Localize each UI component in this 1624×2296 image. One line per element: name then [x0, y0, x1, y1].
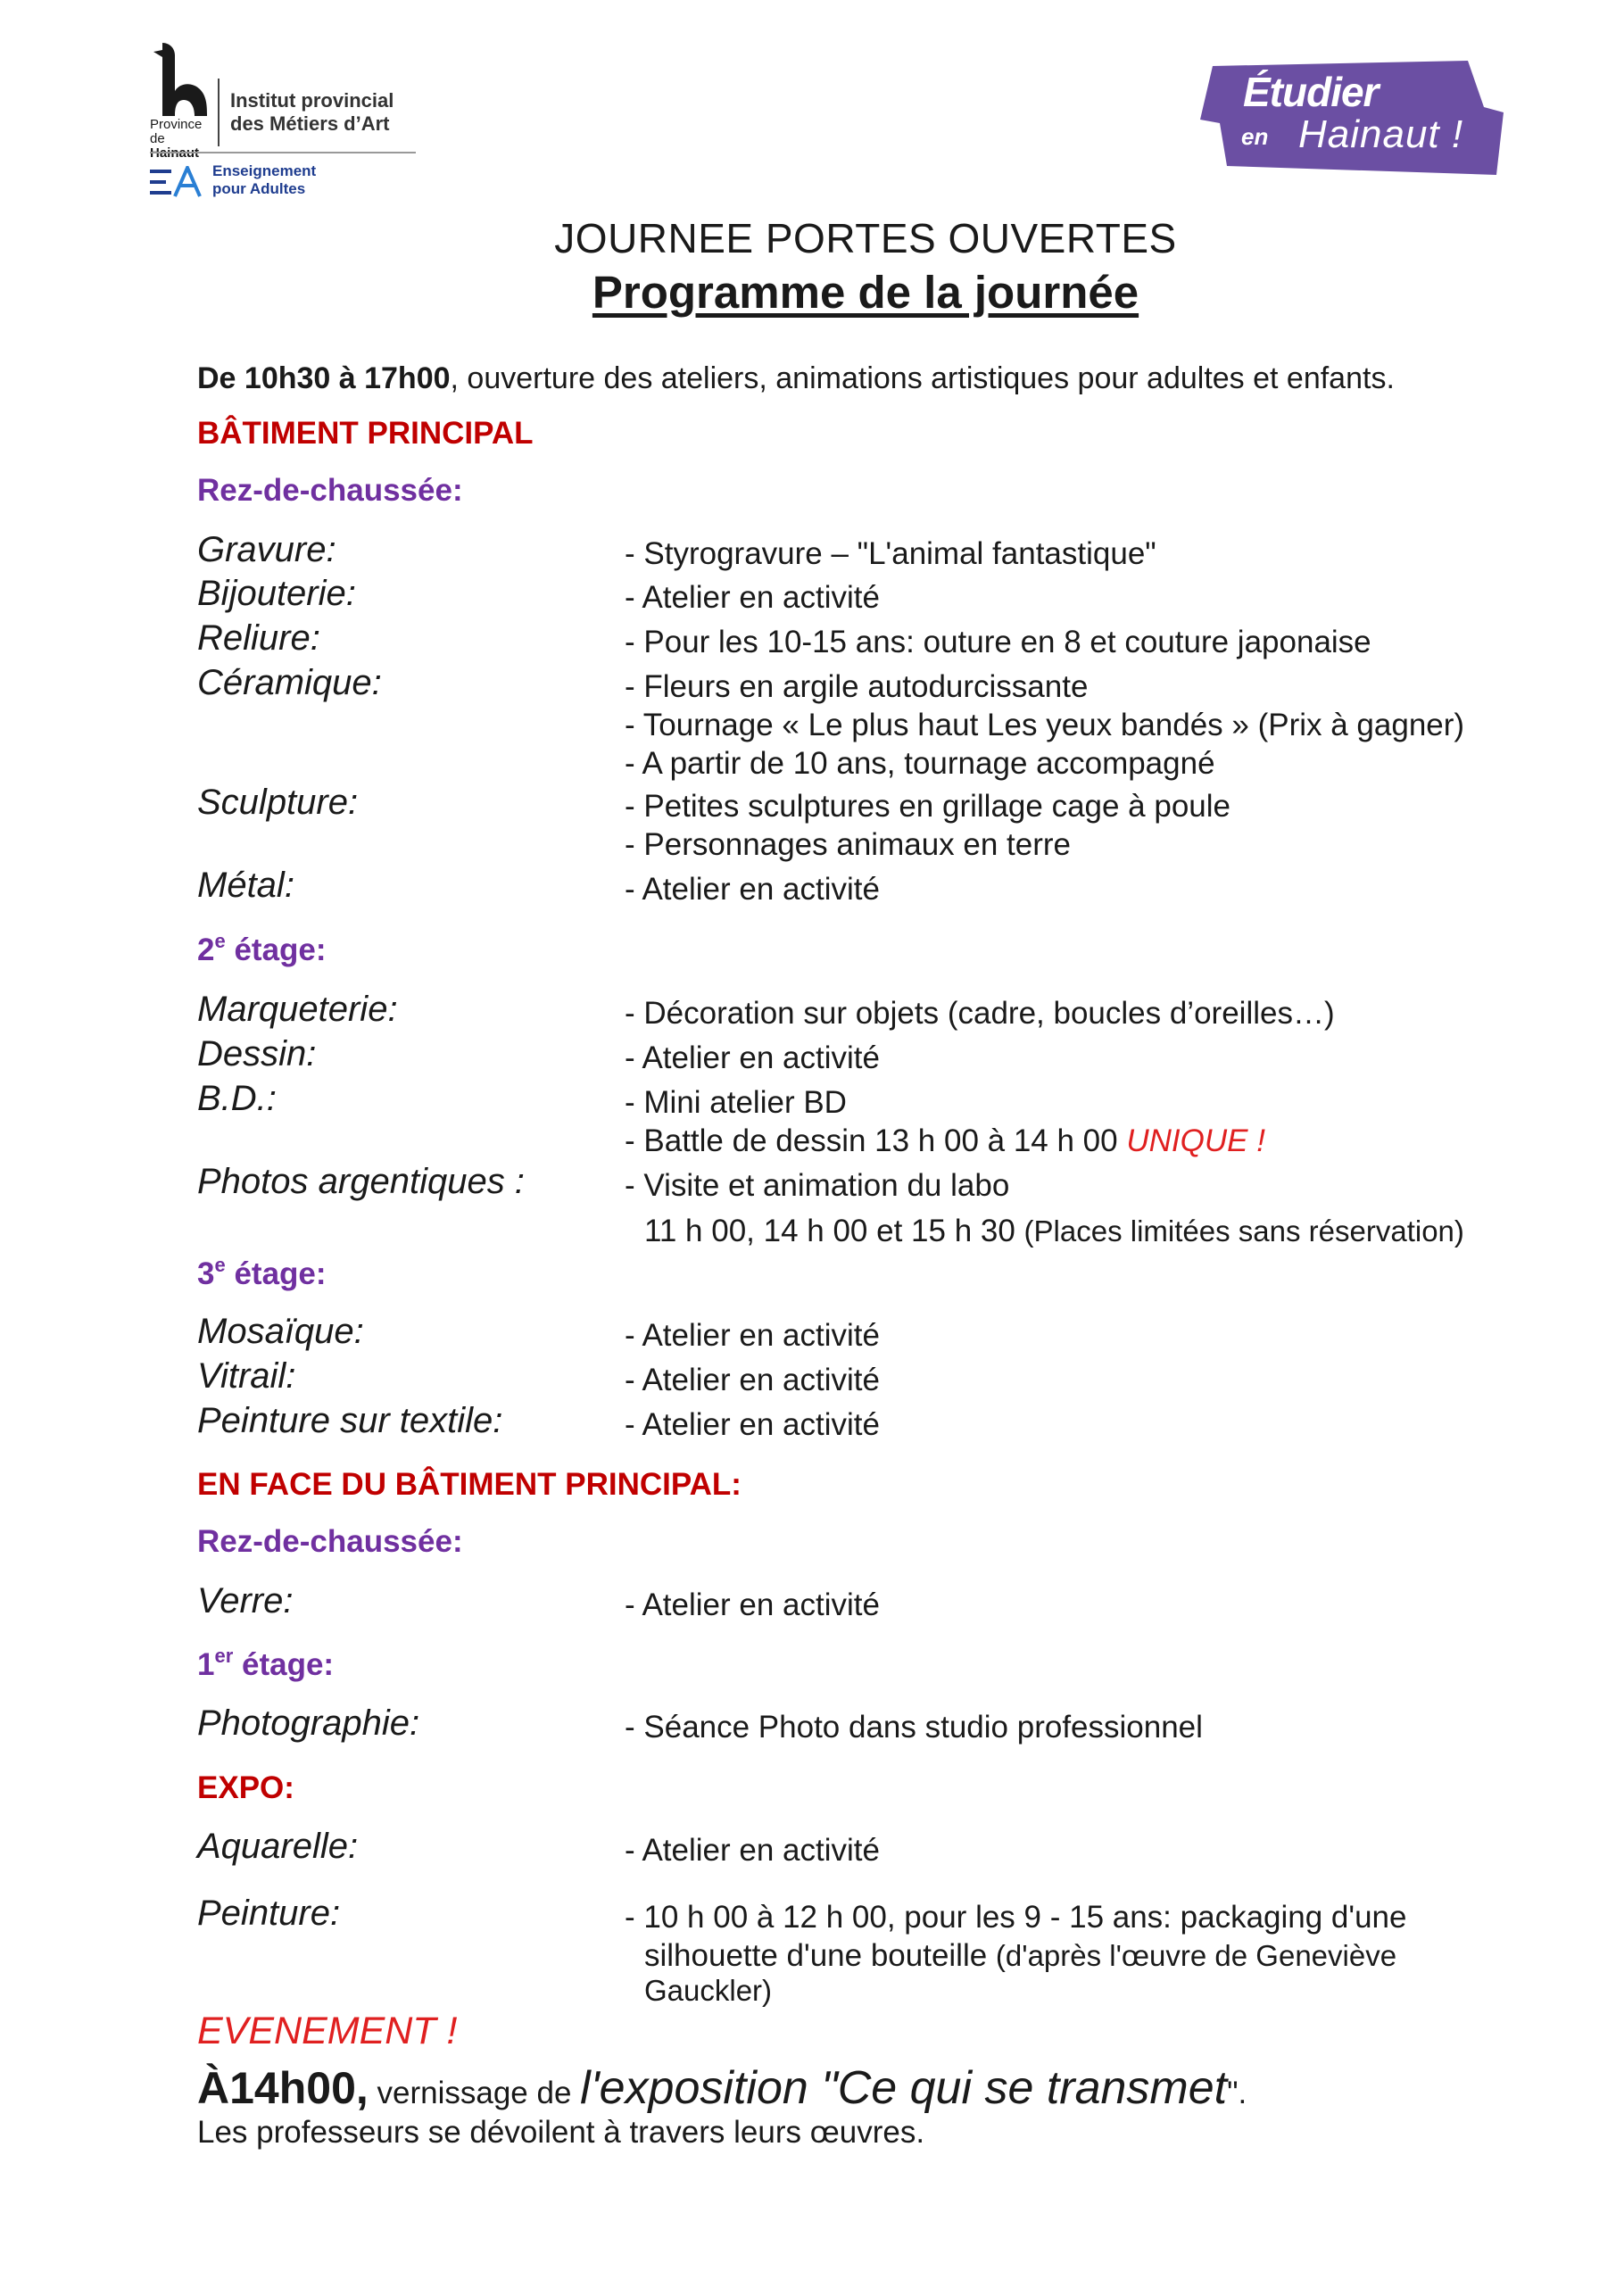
row-desc-bd-1: - Mini atelier BD	[625, 1085, 847, 1120]
row-desc-gravure: - Styrogravure – "L'animal fantastique"	[625, 536, 1156, 571]
ea-icon	[150, 166, 202, 198]
vernissage-line: À14h00, vernissage de l'exposition "Ce qui se transmet".	[197, 2062, 1247, 2114]
exposition-name: l'exposition "Ce qui se transmet	[580, 2062, 1228, 2114]
row-label-peinture: Peinture:	[197, 1894, 341, 1933]
row-desc-textile: - Atelier en activité	[625, 1407, 880, 1442]
row-desc-peinture-2: silhouette d'une bouteille (d'après l'œuvre de Geneviève	[644, 1938, 1397, 1973]
row-label-vitrail: Vitrail:	[197, 1356, 296, 1396]
row-desc-sculpture-2: - Personnages animaux en terre	[625, 827, 1071, 862]
province-label: Province de	[150, 117, 203, 146]
vernissage-time: À14h00,	[197, 2063, 369, 2113]
row-desc-ceramique-1: - Fleurs en argile autodurcissante	[625, 669, 1089, 704]
row-desc-peinture-1: - 10 h 00 à 12 h 00, pour les 9 - 15 ans: packaging d'une	[625, 1900, 1407, 1935]
floor-second: 2e étage:	[197, 930, 327, 967]
intro-text	[197, 361, 1395, 396]
row-label-gravure: Gravure:	[197, 530, 336, 569]
row-desc-reliure: - Pour les 10-15 ans: outure en 8 et couture japonaise	[625, 625, 1371, 659]
row-desc-bijouterie: - Atelier en activité	[625, 580, 880, 615]
row-desc-bd-2: - Battle de dessin 13 h 00 à 14 h 00 UNIQUE !	[625, 1123, 1265, 1158]
professors-line: Les professeurs se dévoilent à travers leurs œuvres.	[197, 2115, 925, 2150]
page-subtitle: Programme de la journée	[592, 267, 1139, 318]
badge-line1: Étudier	[1243, 69, 1379, 115]
row-label-photographie: Photographie:	[197, 1703, 420, 1743]
badge-line2b: Hainaut !	[1298, 112, 1464, 156]
row-label-reliure: Reliure:	[197, 618, 320, 658]
row-label-bd: B.D.:	[197, 1079, 277, 1118]
row-desc-marqueterie: - Décoration sur objets (cadre, boucles d’oreilles…)	[625, 996, 1335, 1031]
row-desc-peinture-3: Gauckler)	[644, 1974, 773, 2007]
institute-logo	[150, 43, 418, 203]
row-desc-vitrail: - Atelier en activité	[625, 1363, 880, 1397]
row-desc-dessin: - Atelier en activité	[625, 1040, 880, 1075]
floor-ground: Rez-de-chaussée:	[197, 473, 463, 508]
row-desc-mosaique: - Atelier en activité	[625, 1318, 880, 1353]
row-desc-ceramique-3: - A partir de 10 ans, tournage accompagné	[625, 746, 1215, 781]
logo-rule	[150, 152, 416, 153]
unique-highlight: UNIQUE !	[1126, 1123, 1265, 1158]
row-desc-metal: - Atelier en activité	[625, 872, 880, 907]
intro-hours: De 10h30 à 17h00	[197, 361, 451, 395]
row-desc-ceramique-2: - Tournage « Le plus haut Les yeux bandés » (Prix à gagner)	[625, 708, 1465, 742]
row-desc-aquarelle: - Atelier en activité	[625, 1833, 880, 1868]
ea-label: Enseignement pour Adultes	[212, 162, 317, 197]
floor-first: 1er étage:	[197, 1645, 335, 1682]
row-label-marqueterie: Marqueterie:	[197, 990, 398, 1029]
row-desc-photographie: - Séance Photo dans studio professionnel	[625, 1710, 1203, 1745]
section-opposite-building: EN FACE DU BÂTIMENT PRINCIPAL:	[197, 1467, 742, 1502]
row-label-bijouterie: Bijouterie:	[197, 574, 356, 613]
section-expo: EXPO:	[197, 1770, 294, 1805]
row-label-verre: Verre:	[197, 1581, 294, 1620]
row-desc-photos-2: 11 h 00, 14 h 00 et 15 h 30 (Places limitées sans réservation)	[644, 1214, 1464, 1248]
section-main-building: BÂTIMENT PRINCIPAL	[197, 416, 534, 451]
logo-divider	[218, 79, 220, 146]
event-title: EVENEMENT !	[197, 2010, 458, 2052]
row-label-dessin: Dessin:	[197, 1034, 317, 1073]
row-label-mosaique: Mosaïque:	[197, 1312, 364, 1351]
row-label-photos: Photos argentiques :	[197, 1162, 525, 1201]
badge-line2a: en	[1241, 123, 1269, 150]
page-title: JOURNEE PORTES OUVERTES	[554, 215, 1177, 261]
row-label-ceramique: Céramique:	[197, 663, 382, 702]
row-desc-photos-1: - Visite et animation du labo	[625, 1168, 1010, 1203]
floor-ground-2: Rez-de-chaussée:	[197, 1524, 463, 1559]
intro-rest: , ouverture des ateliers, animations artistiques pour adultes et enfants.	[450, 361, 1395, 395]
institute-name: Institut provincial des Métiers d’Art	[230, 89, 394, 135]
floor-third: 3e étage:	[197, 1254, 327, 1291]
bird-icon	[150, 43, 212, 118]
etudier-en-hainaut-logo	[1200, 61, 1512, 177]
row-label-aquarelle: Aquarelle:	[197, 1827, 359, 1866]
row-desc-sculpture-1: - Petites sculptures en grillage cage à poule	[625, 789, 1231, 824]
row-label-metal: Métal:	[197, 866, 294, 905]
row-label-textile: Peinture sur textile:	[197, 1401, 503, 1440]
row-desc-verre: - Atelier en activité	[625, 1587, 880, 1622]
row-label-sculpture: Sculpture:	[197, 783, 359, 822]
